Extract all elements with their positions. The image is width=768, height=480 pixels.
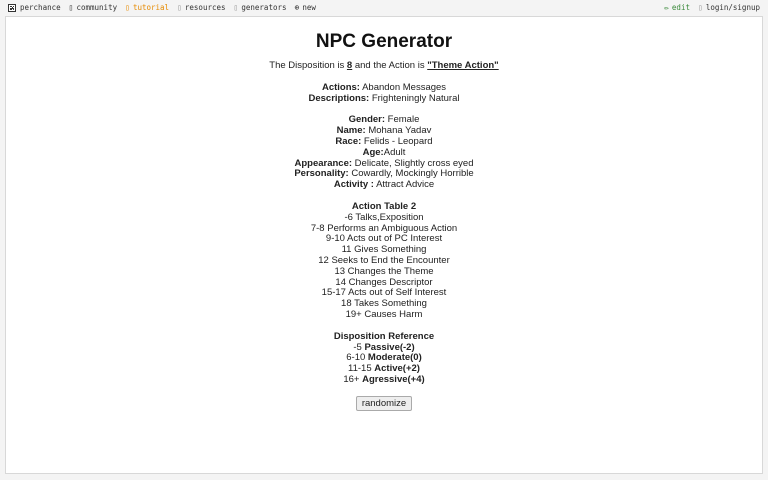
npc-details	[6, 115, 762, 191]
disposition-value: 8	[346, 60, 353, 71]
bracket-icon: ▯	[125, 3, 130, 12]
page-title: NPC Generator	[315, 31, 453, 52]
generator-output-panel	[5, 16, 763, 474]
top-nav-bar	[0, 0, 768, 16]
bracket-icon: ▯	[177, 3, 182, 12]
nav-login-signup[interactable]: ▯ login/signup	[697, 3, 760, 12]
npc-appearance: Appearance: Delicate, Slightly cross eyed	[294, 157, 474, 169]
bracket-icon: ▯	[697, 3, 703, 12]
action-table-row: 19+ Causes Harm	[345, 308, 423, 320]
nav-right	[664, 3, 760, 12]
globe-plus-icon: ⊕	[294, 3, 300, 12]
disposition-row: -5 Passive(-2)	[353, 341, 415, 353]
nav-edit[interactable]: ✏ edit	[664, 3, 690, 12]
bracket-icon: ▯	[233, 3, 239, 12]
npc-name: Name: Mohana Yadav	[336, 125, 432, 137]
action-table-title: Action Table 2	[351, 200, 417, 212]
randomize-button[interactable]: randomize	[356, 396, 412, 411]
action-table-row: 12 Seeks to End the Encounter	[318, 254, 450, 266]
npc-age: Age:Adult	[362, 146, 406, 158]
action-table	[6, 202, 762, 321]
pencil-icon: ✏	[664, 3, 669, 12]
npc-race: Race: Felids - Leopard	[335, 135, 433, 147]
disposition-row: 16+ Agressive(+4)	[343, 373, 425, 385]
action-table-row: 9-10 Acts out of PC Interest	[325, 233, 443, 245]
action-table-row: -6 Talks,Exposition	[344, 211, 424, 223]
action-table-row: 11 Gives Something	[341, 244, 427, 256]
npc-gender: Gender: Female	[348, 114, 420, 126]
disposition-row: 6-10 Moderate(0)	[346, 352, 422, 364]
nav-generators[interactable]: ▯ generators	[233, 3, 287, 12]
action-table-row: 13 Changes the Theme	[334, 265, 434, 277]
nav-resources[interactable]: ▯ resources	[177, 3, 226, 12]
disposition-reference-title: Disposition Reference	[333, 330, 435, 342]
action-table-row: 15-17 Acts out of Self Interest	[321, 287, 447, 299]
nav-new[interactable]: ⊕ new	[294, 3, 316, 12]
disposition-reference	[6, 332, 762, 386]
action-summary: Actions: Abandon Messages Descriptions: Frighteningly Natural	[308, 81, 460, 104]
intro-line: The Disposition is 8 and the Action is "Theme Action"	[269, 60, 499, 71]
npc-activity: Activity : Attract Advice	[333, 179, 435, 191]
die-icon	[8, 4, 16, 12]
nav-perchance[interactable]: perchance	[8, 3, 61, 12]
bracket-icon: ▯	[68, 3, 74, 12]
npc-personality: Personality: Cowardly, Mockingly Horrible	[294, 168, 474, 180]
nav-community[interactable]: ▯ community	[68, 3, 118, 12]
action-value: "Theme Action"	[427, 60, 499, 71]
action-table-row: 7-8 Performs an Ambiguous Action	[310, 222, 458, 234]
nav-tutorial[interactable]: ▯ tutorial	[125, 3, 170, 12]
generator-content	[6, 17, 762, 411]
nav-left	[8, 3, 324, 12]
action-table-row: 14 Changes Descriptor	[335, 276, 433, 288]
disposition-row: 11-15 Active(+2)	[348, 363, 420, 375]
action-table-row: 18 Takes Something	[341, 298, 427, 310]
